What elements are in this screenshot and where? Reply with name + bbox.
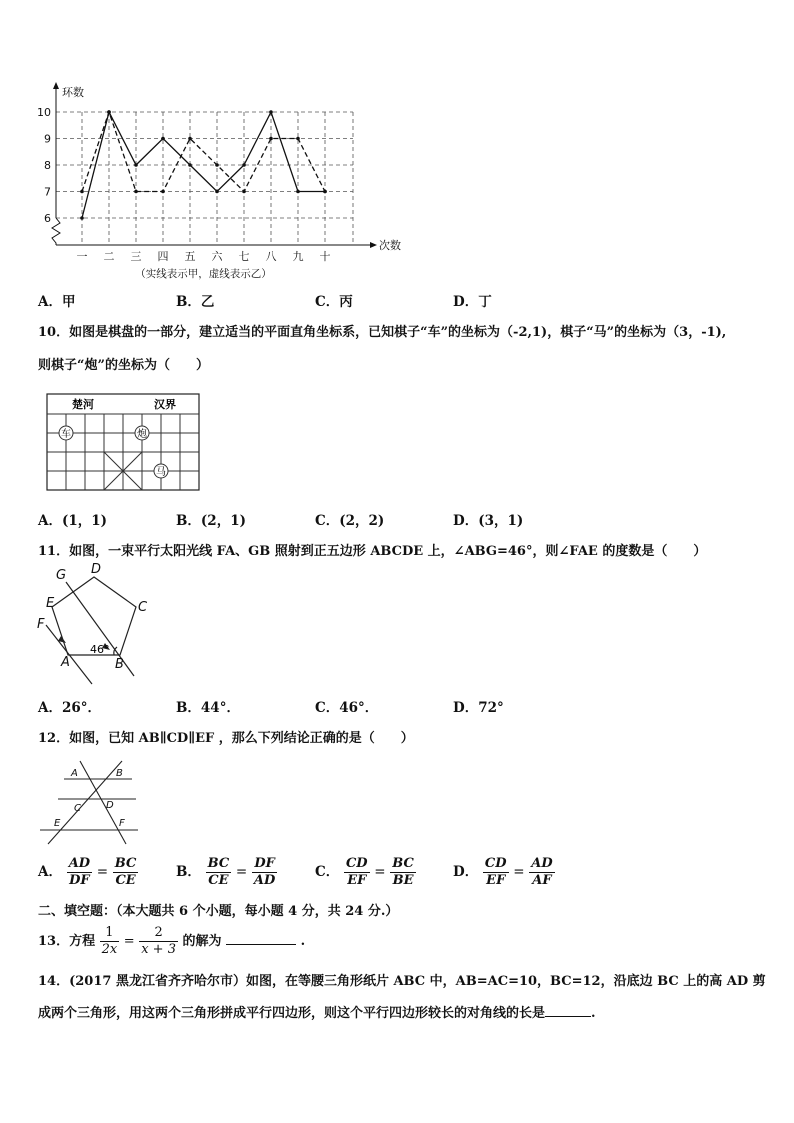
y-tick-label: 10 [37,106,51,119]
q10-option-d[interactable]: D．(3，1) [453,513,524,529]
q12-option-d-letter: D． [453,864,479,880]
pentagon-label-a: A [61,655,70,670]
q12-option-b-left-fraction: $\frac{BC}{CE}$ [207,856,230,888]
x-tick-label: 一 [76,250,88,263]
x-tick-label: 八 [265,250,277,263]
parallel-label-d: D [106,800,114,811]
series-point-1 [188,137,192,141]
q13-answer-blank[interactable] [226,932,296,945]
x-axis-label: 次数 [379,239,401,252]
q13-stem [38,925,305,958]
pentagon-label-d: D [91,562,102,577]
q12-option-c-right-fraction: $\frac{BC}{BE}$ [392,856,414,888]
series-point-0 [188,163,192,167]
y-axis-label: 环数 [62,86,84,99]
pentagon-label-c: C [138,600,148,615]
piece-che-label: 车 [61,429,71,440]
q12-option-c-left-fraction: $\frac{CD}{EF}$ [345,856,368,888]
series-point-0 [134,163,138,167]
q11-option-d[interactable]: D．72° [453,700,504,716]
q9-option-a[interactable]: A．甲 [38,294,76,310]
q12-option-a-letter: A． [38,864,62,880]
pentagon-angle-label: 46° [90,643,110,656]
q13-end: . [300,934,306,949]
section-2-title: 二、填空题：（本大题共 6 个小题，每小题 4 分，共 24 分.） [38,904,399,919]
q13-right-fraction: $\frac{2}{x + 3}$ [141,925,176,957]
x-tick-label: 五 [184,250,196,263]
q9-option-c[interactable]: C．丙 [315,294,353,310]
q13-prefix: 13．方程 [38,934,96,949]
piece-pao-label: 炮 [137,429,147,440]
board-label-chuhe: 楚河 [72,398,94,411]
q14-stem-line1: 14．(2017 黑龙江省齐齐哈尔市）如图，在等腰三角形纸片 ABC 中，AB=AC=10，BC=12，沿底边 BC 上的高 AD 剪 [38,974,766,989]
series-point-1 [323,190,327,194]
q11-option-b[interactable]: B．44°． [176,700,240,716]
series-point-0 [80,216,84,220]
series-point-0 [215,190,219,194]
q12-option-b[interactable]: B． $\frac{BC}{CE}$ = $\frac{DF}{AD}$ [176,856,276,888]
x-tick-label: 七 [238,250,250,263]
series-point-1 [80,190,84,194]
pentagon-label-b: B [115,657,124,672]
q12-option-d-right-fraction: $\frac{AD}{AF}$ [531,856,553,888]
y-tick-label: 6 [44,212,51,225]
q12-option-b-right-fraction: $\frac{DF}{AD}$ [253,856,276,888]
q12-option-c-letter: C． [315,864,340,880]
y-tick-label: 7 [44,185,51,199]
parallel-label-e: E [54,818,61,829]
q12-option-d-left-fraction: $\frac{CD}{EF}$ [484,856,507,888]
q9-option-d[interactable]: D．丁 [453,294,492,310]
q12-option-c[interactable]: C． $\frac{CD}{EF}$ = $\frac{BC}{BE}$ [315,856,414,888]
series-point-0 [269,110,273,114]
x-tick-label: 六 [211,250,223,263]
parallel-label-c: C [74,803,81,814]
series-line-1 [82,112,325,192]
q11-option-c[interactable]: C．46°． [315,700,379,716]
x-tick-label: 四 [157,250,169,263]
q13-left-fraction: $\frac{1}{2x}$ [101,925,118,957]
parallel-label-a: A [71,768,78,779]
series-point-1 [107,110,111,114]
y-tick-label: 8 [44,159,51,172]
y-tick-label: 9 [44,132,51,146]
q14-end: . [591,1006,596,1021]
series-point-1 [161,190,165,194]
q10-option-a[interactable]: A．(1，1) [38,513,108,529]
parallel-label-b: B [116,768,123,779]
pentagon-label-f: F [37,617,45,632]
parallel-label-f: F [119,818,125,829]
series-point-1 [134,190,138,194]
pentagon-figure [34,562,164,687]
y-axis-arrow-icon [53,82,59,89]
q14-answer-blank[interactable] [545,1004,591,1017]
q12-stem: 12．如图，已知 AB∥CD∥EF ，那么下列结论正确的是（ ） [38,731,414,746]
pentagon-label-e: E [46,596,55,611]
series-point-0 [242,163,246,167]
q11-stem: 11．如图，一束平行太阳光线 FA、GB 照射到正五边形 ABCDE 上，∠ABG=46°，则∠FAE 的度数是（ ） [38,544,707,559]
q14-stem-line2-text: 成两个三角形，用这两个三角形拼成平行四边形，则这个平行四边形较长的对角线的长是 [38,1006,546,1021]
q10-stem-line2: 则棋子“炮”的坐标为（ ） [38,358,209,373]
x-tick-label: 十 [319,250,331,263]
series-point-0 [161,137,165,141]
x-tick-label: 九 [292,250,304,263]
parallel-lines-figure [36,758,146,848]
series-point-1 [215,163,219,167]
x-axis-arrow-icon [370,242,377,248]
q13-suffix: 的解为 [182,934,222,949]
x-tick-label: 二 [103,250,115,263]
q10-option-c[interactable]: C．(2，2) [315,513,385,529]
q12-option-a[interactable]: A． $\frac{AD}{DF}$ = $\frac{BC}{CE}$ [38,856,137,888]
series-point-1 [296,137,300,141]
board-label-hanjie: 汉界 [154,398,176,411]
y-axis-break-icon [52,218,60,245]
pentagon-label-g: G [56,568,67,583]
q12-option-d[interactable]: D． $\frac{CD}{EF}$ = $\frac{AD}{AF}$ [453,856,553,888]
q10-option-b[interactable]: B．(2，1) [176,513,246,529]
score-line-chart [28,80,401,285]
x-tick-label: 三 [130,250,142,263]
q12-option-a-left-fraction: $\frac{AD}{DF}$ [68,856,91,888]
q9-option-b[interactable]: B．乙 [176,294,215,310]
series-point-0 [296,190,300,194]
q12-option-b-letter: B． [176,864,201,880]
q14-stem-line2 [38,1002,596,1021]
q11-option-a[interactable]: A．26°． [38,700,102,716]
chart-note: （实线表示甲，虚线表示乙） [135,268,272,280]
q12-option-a-right-fraction: $\frac{BC}{CE}$ [114,856,137,888]
series-point-1 [269,137,273,141]
series-point-1 [242,190,246,194]
piece-ma-label: 马 [156,467,166,478]
q10-stem-line1: 10．如图是棋盘的一部分，建立适当的平面直角坐标系，已知棋子“车”的坐标为（-2,1)，棋子“马”的坐标为（3，-1), [38,325,727,340]
q13-equals: = [123,934,135,949]
chessboard-figure [44,392,204,492]
